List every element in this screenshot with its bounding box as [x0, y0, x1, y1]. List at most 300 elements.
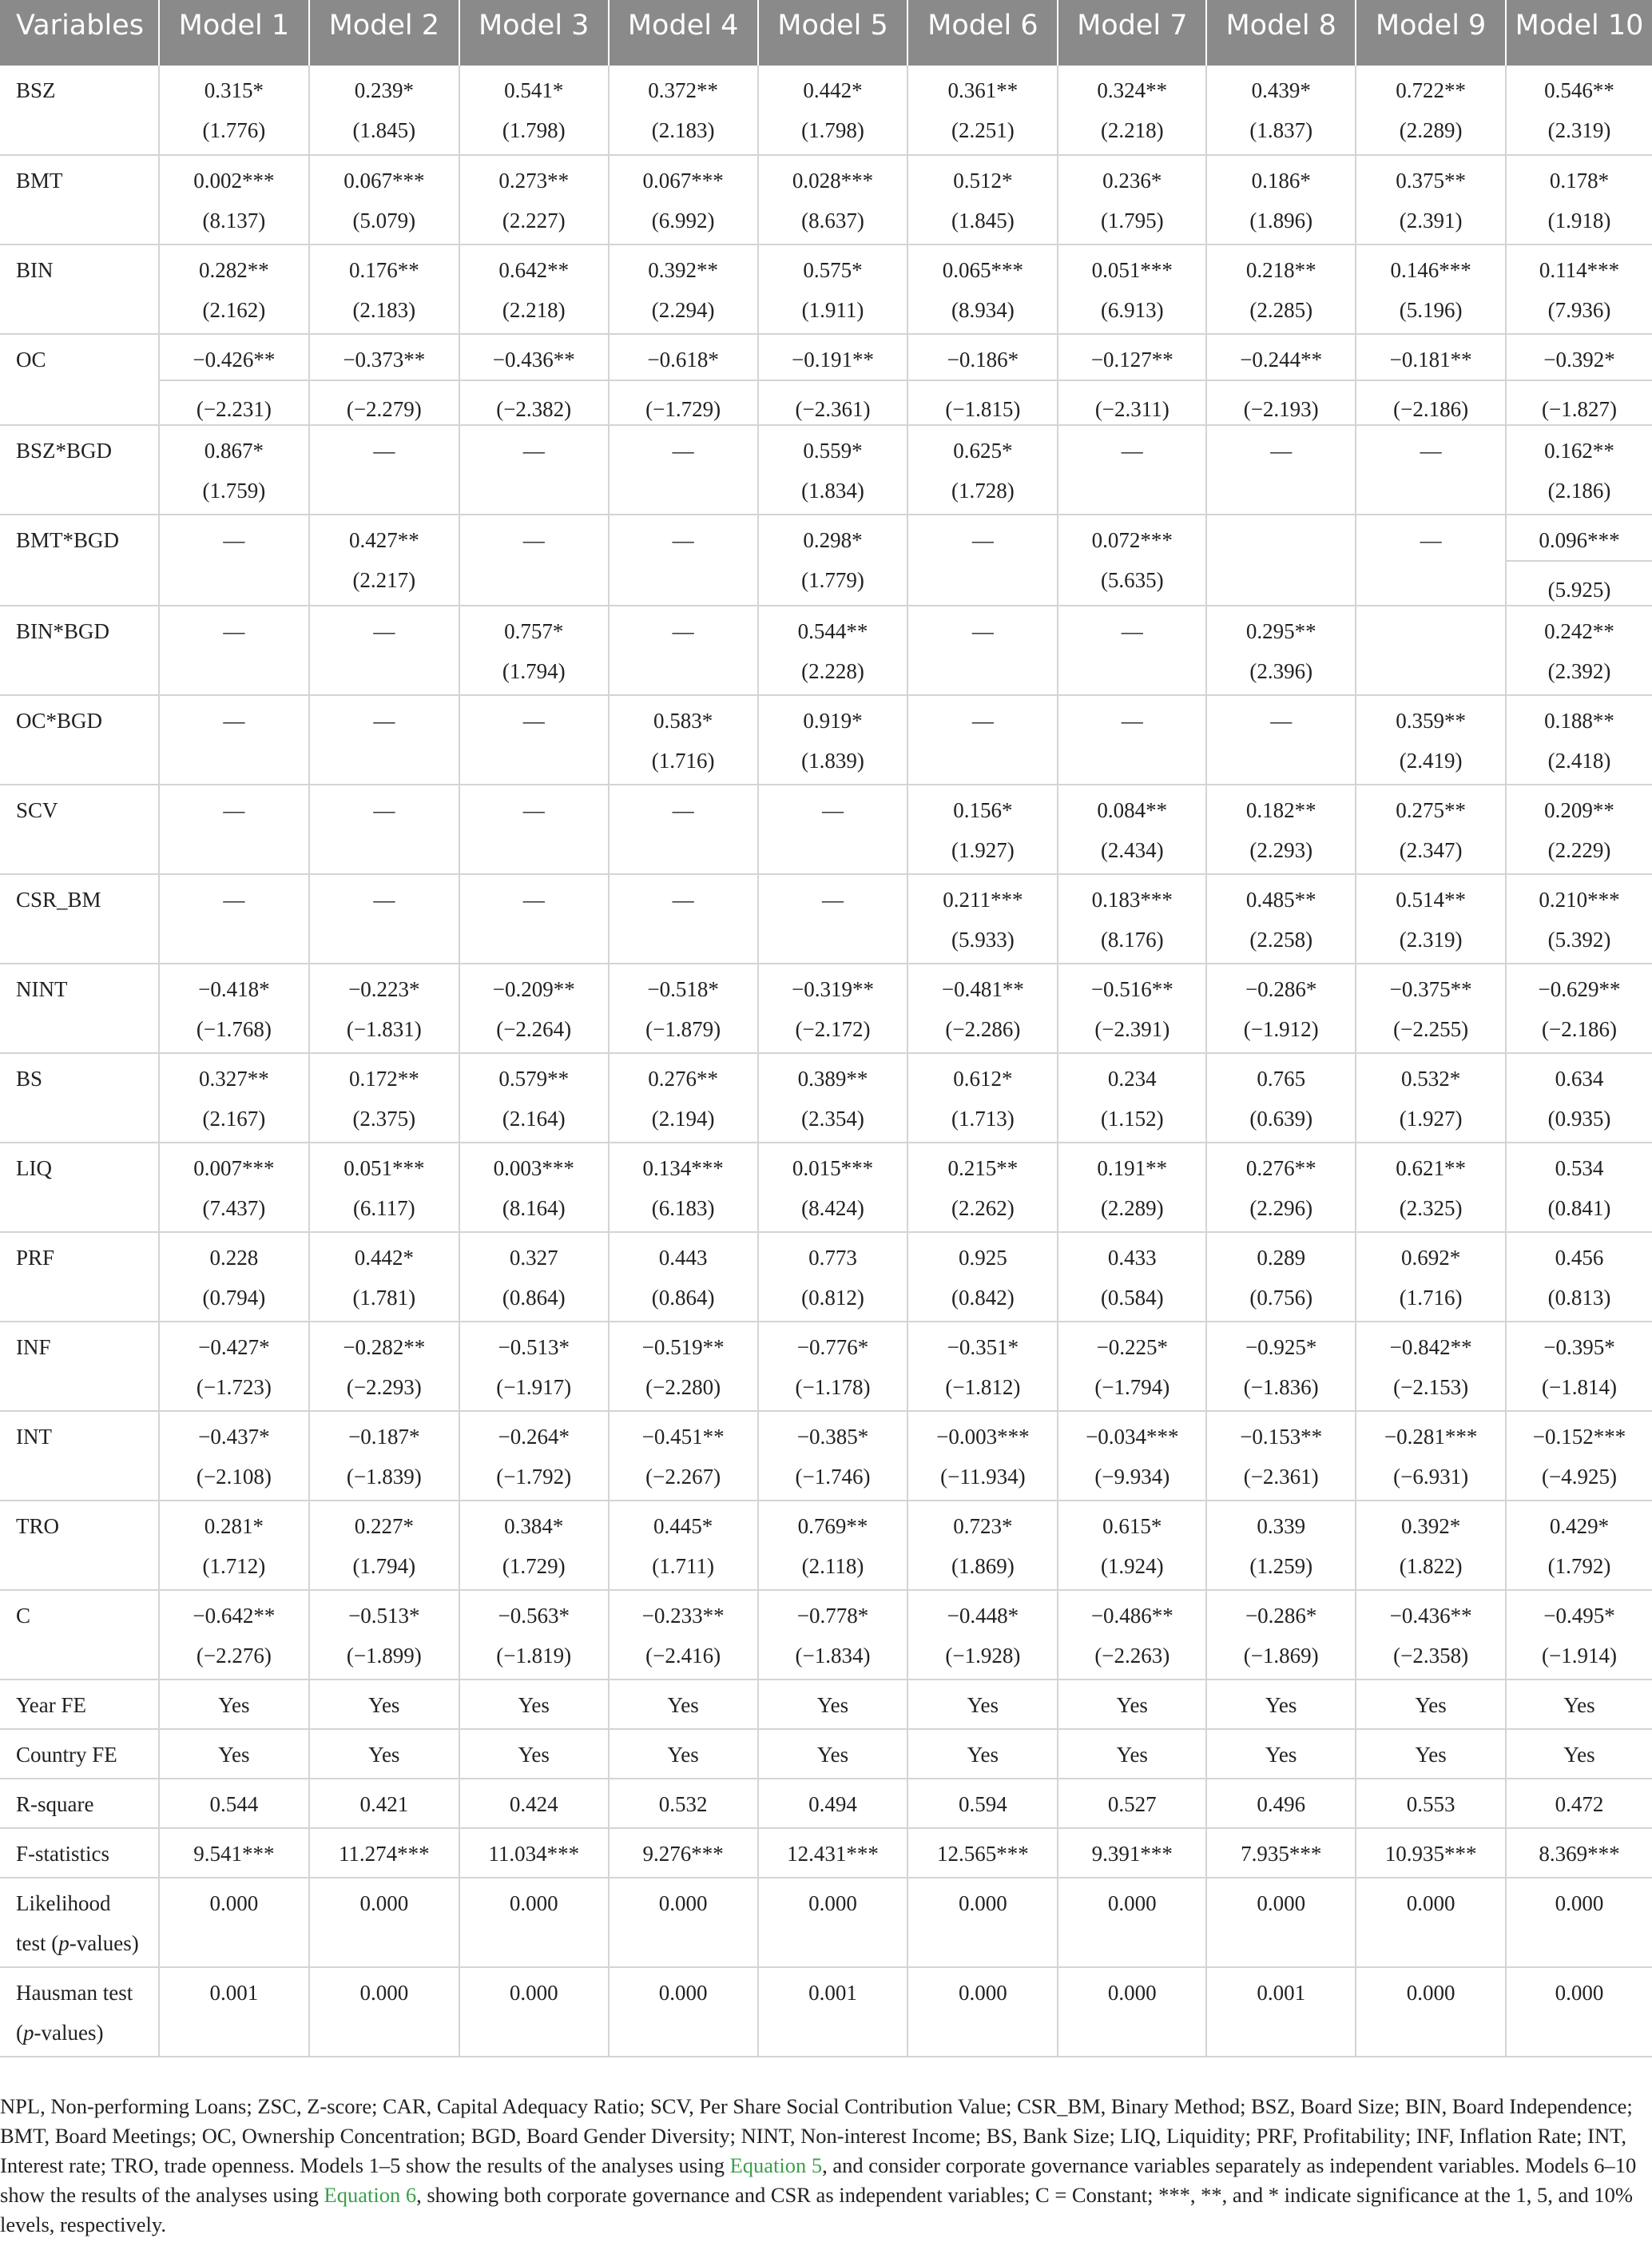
coef-cell [1506, 1053, 1652, 1143]
coefficient: 0.559* [803, 439, 863, 463]
coefficient: −0.281*** [1384, 1425, 1478, 1449]
coefficient: — [522, 439, 545, 463]
coefficient: — [1420, 439, 1442, 463]
table-row [0, 1590, 1652, 1680]
t-statistic: (0.584) [1100, 1286, 1164, 1310]
stat-cell [309, 1729, 459, 1779]
coefficient: 0.723* [953, 1514, 1013, 1538]
t-statistic: (−2.172) [795, 1017, 871, 1041]
t-statistic: (−1.917) [496, 1375, 572, 1399]
test-cell [1058, 1967, 1206, 2057]
t-statistic: (−1.912) [1243, 1017, 1319, 1041]
coefficient: 0.583* [653, 709, 713, 733]
coefficient: −0.264* [498, 1425, 570, 1449]
t-statistic: (0.864) [502, 1286, 566, 1310]
t-statistic: (1.845) [951, 209, 1015, 233]
t-statistic: (1.716) [651, 749, 715, 773]
variable-name [0, 1411, 159, 1501]
coefficient: 0.002*** [193, 169, 275, 193]
coef-cell [159, 1322, 309, 1411]
stat-value: 9.541*** [193, 1842, 275, 1866]
coefficient: 0.339 [1257, 1514, 1306, 1538]
variable-label: BIN [16, 258, 54, 282]
coef-cell [758, 606, 908, 695]
coef-cell [609, 964, 758, 1053]
coef-cell [159, 606, 309, 695]
stat-value: Yes [816, 1743, 849, 1767]
t-statistic: (1.712) [202, 1554, 266, 1578]
t-statistic: (0.639) [1249, 1107, 1313, 1131]
coefficient: −0.518* [647, 977, 719, 1001]
t-statistic: (2.418) [1547, 749, 1611, 773]
t-statistic: (1.834) [801, 479, 864, 503]
variable-name [0, 425, 159, 515]
stat-value: 0.553 [1406, 1792, 1455, 1816]
variable-name [0, 1828, 159, 1878]
coef-cell [1356, 1411, 1506, 1501]
t-statistic: (5.196) [1399, 298, 1463, 322]
coefficient: 0.514** [1396, 888, 1466, 912]
coefficient: — [1420, 528, 1442, 552]
stat-value: Yes [518, 1693, 550, 1717]
coef-cell [1506, 1143, 1652, 1232]
table-row [0, 785, 1652, 874]
test-cell [907, 1967, 1058, 2057]
coef-cell [758, 155, 908, 244]
table-row [0, 1878, 1652, 1967]
t-statistic: (−1.928) [945, 1644, 1021, 1668]
t-statistic: (1.869) [951, 1554, 1015, 1578]
t-statistic: (2.229) [1547, 838, 1611, 862]
t-statistic: (1.822) [1399, 1554, 1463, 1578]
stat-cell [309, 1680, 459, 1729]
t-statistic: (1.794) [502, 659, 566, 683]
coef-cell [907, 606, 1058, 695]
coefficient: 0.867* [204, 439, 264, 463]
coef-cell [758, 1590, 908, 1680]
coefficient: 0.084** [1097, 798, 1168, 822]
stat-cell [159, 1779, 309, 1828]
t-statistic: (1.845) [352, 118, 416, 142]
t-statistic: (2.258) [1249, 928, 1313, 952]
t-statistic: (−1.819) [496, 1644, 572, 1668]
stat-value: 0.594 [959, 1792, 1007, 1816]
t-statistic: (−2.186) [1356, 380, 1505, 424]
variable-label: BS [16, 1067, 43, 1091]
test-cell [159, 1967, 309, 2057]
coefficient: — [971, 619, 994, 643]
coef-cell [1058, 1501, 1206, 1590]
coefficient: 0.156* [953, 798, 1013, 822]
t-statistic: (−1.899) [346, 1644, 422, 1668]
t-statistic: (−1.794) [1094, 1375, 1170, 1399]
t-statistic: (8.164) [502, 1196, 566, 1220]
coef-cell [1206, 874, 1356, 964]
coefficient: 0.456 [1555, 1246, 1604, 1270]
header-model-5: Model 5 [758, 0, 908, 66]
variable-label: F-statistics [16, 1842, 110, 1866]
stat-cell [459, 1680, 609, 1729]
t-statistic: (−1.729) [610, 380, 757, 424]
t-statistic: (2.391) [1399, 209, 1463, 233]
t-statistic [1356, 619, 1505, 635]
variable-name [0, 334, 159, 425]
stat-value: 0.532 [658, 1792, 708, 1816]
coef-cell [459, 244, 609, 334]
t-statistic: (2.217) [352, 568, 416, 592]
stat-value: 0.496 [1257, 1792, 1306, 1816]
t-statistic: (6.913) [1100, 298, 1164, 322]
coefficient: 0.433 [1107, 1246, 1157, 1270]
t-statistic: (2.319) [1399, 928, 1463, 952]
table-row [0, 1779, 1652, 1828]
t-statistic [908, 552, 1057, 568]
coefficient: 0.276** [1245, 1156, 1316, 1180]
coefficient: 0.919* [803, 709, 863, 733]
coef-cell [159, 874, 309, 964]
coefficient: −0.513* [498, 1335, 570, 1359]
coefficient: — [223, 709, 245, 733]
t-statistic: (−4.925) [1542, 1465, 1617, 1489]
coefficient: 0.544** [797, 619, 868, 643]
test-cell [1356, 1878, 1506, 1967]
coefficient: 0.773 [808, 1246, 857, 1270]
stat-value: Yes [967, 1693, 999, 1717]
stat-cell [1506, 1828, 1652, 1878]
t-statistic: (−1.879) [645, 1017, 721, 1041]
coefficient: 0.289 [1257, 1246, 1306, 1270]
t-statistic: (1.927) [951, 838, 1015, 862]
t-statistic: (8.137) [202, 209, 266, 233]
coefficient: −0.152*** [1532, 1425, 1626, 1449]
coef-cell [459, 1411, 609, 1501]
t-statistic [759, 822, 907, 838]
test-cell [1206, 1967, 1356, 2057]
t-statistic: (0.935) [1547, 1107, 1611, 1131]
coef-cell [309, 1143, 459, 1232]
coef-cell [1356, 1053, 1506, 1143]
coef-cell [609, 334, 758, 425]
coef-cell [1506, 1590, 1652, 1680]
coef-cell [758, 964, 908, 1053]
coef-cell [1506, 1501, 1652, 1590]
coef-cell [1356, 425, 1506, 515]
t-statistic: (−1.836) [1243, 1375, 1319, 1399]
coefficient: 0.134*** [642, 1156, 724, 1180]
variable-label: INT [16, 1425, 52, 1449]
coef-cell [309, 874, 459, 964]
variable-name [0, 1322, 159, 1411]
coefficient: 0.769** [797, 1514, 868, 1538]
test-value: 0.000 [359, 1891, 409, 1915]
coef-cell [907, 1501, 1058, 1590]
coefficient: −0.034*** [1086, 1425, 1179, 1449]
coefficient: 0.445* [653, 1514, 713, 1538]
t-statistic: (−2.416) [645, 1644, 721, 1668]
stat-value: 7.935*** [1241, 1842, 1322, 1866]
coefficient: 0.188** [1544, 709, 1614, 733]
coef-cell [1356, 1143, 1506, 1232]
coef-cell [1206, 155, 1356, 244]
stat-value: 11.274*** [338, 1842, 430, 1866]
coef-cell [309, 155, 459, 244]
t-statistic [610, 643, 757, 659]
coef-cell [309, 425, 459, 515]
coef-cell [1356, 515, 1506, 606]
coefficient: 0.234 [1107, 1067, 1157, 1091]
variable-label: R-square [16, 1792, 94, 1816]
t-statistic [460, 733, 608, 749]
coefficient: 0.186* [1251, 169, 1311, 193]
variable-label: SCV [16, 798, 58, 822]
table-row [0, 1680, 1652, 1729]
t-statistic: (−2.186) [1542, 1017, 1617, 1041]
coef-cell [907, 66, 1058, 155]
coefficient: −0.223* [348, 977, 420, 1001]
coef-cell [907, 1411, 1058, 1501]
footnote-text: , showing both corporate governance and CSR as independent variables; C = Constant; ***, **, and * indicate significance at the 1, 5, and 10% levels, respectively. [0, 2183, 1633, 2236]
coef-cell [159, 695, 309, 785]
coef-cell [1356, 244, 1506, 334]
variable-name [0, 1053, 159, 1143]
coef-cell [907, 425, 1058, 515]
variable-label: Likelihood [16, 1891, 111, 1915]
coefficient: 0.765 [1257, 1067, 1306, 1091]
variable-name [0, 1729, 159, 1779]
coefficient: −0.375** [1389, 977, 1472, 1001]
label-italic-p: p [23, 2021, 34, 2045]
coef-cell [1206, 1232, 1356, 1322]
coef-cell [907, 1322, 1058, 1411]
coefficient: −0.448* [947, 1604, 1019, 1628]
coefficient: 0.051*** [344, 1156, 425, 1180]
coef-cell [309, 606, 459, 695]
coef-cell [1058, 1143, 1206, 1232]
stat-cell [758, 1779, 908, 1828]
t-statistic: (2.434) [1100, 838, 1164, 862]
variable-label: PRF [16, 1246, 55, 1270]
t-statistic: (−1.746) [795, 1465, 871, 1489]
t-statistic [310, 733, 459, 749]
coefficient: 0.210*** [1539, 888, 1620, 912]
coefficient: −0.351* [947, 1335, 1019, 1359]
t-statistic [1058, 733, 1205, 749]
stat-cell [309, 1779, 459, 1828]
stat-cell [1058, 1729, 1206, 1779]
coefficient: 0.442* [354, 1246, 414, 1270]
table-row [0, 244, 1652, 334]
table-footnote [0, 2092, 1639, 2240]
coefficient: −0.286* [1245, 1604, 1317, 1628]
header-model-6: Model 6 [907, 0, 1058, 66]
coefficient: 0.384* [504, 1514, 564, 1538]
stat-cell [1506, 1680, 1652, 1729]
variable-label-line2 [16, 2005, 158, 2045]
t-statistic: (7.936) [1547, 298, 1611, 322]
coefficient: 0.239* [354, 78, 414, 102]
coefficient: — [223, 528, 245, 552]
coef-cell [1506, 964, 1652, 1053]
coefficient: 0.242** [1544, 619, 1614, 643]
coef-cell [1206, 66, 1356, 155]
t-statistic: (6.117) [352, 1196, 415, 1220]
coef-cell [907, 1232, 1058, 1322]
stat-value: Yes [368, 1693, 400, 1717]
stat-cell [459, 1729, 609, 1779]
coef-cell [459, 964, 609, 1053]
test-value: 0.000 [1555, 1891, 1604, 1915]
variable-label: BIN*BGD [16, 619, 110, 643]
coef-cell [758, 244, 908, 334]
coef-cell [309, 1411, 459, 1501]
coefficient: −0.451** [641, 1425, 725, 1449]
coefficient: 0.183*** [1091, 888, 1173, 912]
t-statistic: (−1.178) [795, 1375, 871, 1399]
table-row [0, 334, 1652, 425]
footnote-text: NPL, Non-performing Loans; ZSC, Z-score; CAR, Capital Adequacy Ratio; SCV, Per Share Social Contribution Value; CSR_BM, Binary Method; BSZ, Board Size; BIN, Board Independence; BMT, Board Meetings; OC, Ownership Concentration; BGD, Board Gender Diversity; NINT, Non-interest Income; BS, Bank Size; LIQ, Liquidity; PRF, Profitability; INF, Inflation Rate; INT, Interest rate; TRO, trade openness. Models 1–5 show the results of the analyses using [0, 2094, 1633, 2177]
test-cell [609, 1967, 758, 2057]
t-statistic: (−1.814) [1542, 1375, 1617, 1399]
test-value: 0.000 [959, 1981, 1007, 2005]
t-statistic: (8.176) [1100, 928, 1164, 952]
table-row [0, 874, 1652, 964]
coefficient: 0.146*** [1390, 258, 1471, 282]
stat-value: Yes [368, 1743, 400, 1767]
t-statistic: (8.934) [951, 298, 1015, 322]
stat-value: 8.369*** [1539, 1842, 1620, 1866]
coefficient: 0.211*** [943, 888, 1023, 912]
coefficient: −0.385* [796, 1425, 869, 1449]
t-statistic: (2.392) [1547, 659, 1611, 683]
stat-cell [159, 1729, 309, 1779]
t-statistic: (−11.934) [940, 1465, 1026, 1489]
coefficient: 0.228 [209, 1246, 259, 1270]
t-statistic: (2.218) [1100, 118, 1164, 142]
variable-name [0, 606, 159, 695]
coef-cell [159, 155, 309, 244]
coef-cell [609, 1053, 758, 1143]
t-statistic: (−2.391) [1094, 1017, 1170, 1041]
coefficient: 0.925 [959, 1246, 1007, 1270]
coefficient: 0.361** [947, 78, 1019, 102]
test-cell [459, 1967, 609, 2057]
t-statistic: (−1.834) [795, 1644, 871, 1668]
test-cell [309, 1967, 459, 2057]
table-row [0, 155, 1652, 244]
t-statistic: (8.424) [801, 1196, 864, 1220]
coefficient: −0.153** [1240, 1425, 1323, 1449]
variable-name [0, 964, 159, 1053]
coefficient: — [672, 798, 694, 822]
stat-value: Yes [1563, 1693, 1595, 1717]
stat-cell [459, 1828, 609, 1878]
t-statistic: (0.864) [651, 1286, 715, 1310]
variable-name [0, 1590, 159, 1680]
coefficient: — [1121, 619, 1143, 643]
t-statistic: (1.776) [202, 118, 266, 142]
equation-5-link[interactable]: Equation 5 [729, 2153, 823, 2177]
coef-cell [309, 964, 459, 1053]
coef-cell [609, 1501, 758, 1590]
coef-cell [907, 1143, 1058, 1232]
coef-cell [907, 1053, 1058, 1143]
stat-value: Yes [1415, 1693, 1447, 1717]
header-variables: Variables [0, 0, 159, 66]
coefficient: 0.315* [204, 78, 264, 102]
t-statistic: (−2.361) [1243, 1465, 1319, 1489]
table-row [0, 1967, 1652, 2057]
table-row [0, 1828, 1652, 1878]
coef-cell [309, 695, 459, 785]
coefficient: 0.275** [1396, 798, 1466, 822]
coef-cell [609, 1143, 758, 1232]
coefficient: −0.233** [641, 1604, 725, 1628]
coefficient: −0.225* [1096, 1335, 1169, 1359]
stat-cell [1506, 1729, 1652, 1779]
coef-cell [309, 1053, 459, 1143]
coefficient: −0.629** [1538, 977, 1621, 1001]
stat-value: 0.544 [209, 1792, 259, 1816]
coefficient: 0.072*** [1091, 528, 1173, 552]
t-statistic: (2.183) [352, 298, 416, 322]
coef-cell [1356, 874, 1506, 964]
coef-cell [758, 1053, 908, 1143]
equation-6-link[interactable]: Equation 6 [324, 2183, 417, 2207]
coefficient: 0.546** [1544, 78, 1614, 102]
variable-name [0, 66, 159, 155]
coefficient: −0.244** [1240, 348, 1323, 372]
coef-cell [609, 155, 758, 244]
test-cell [1058, 1878, 1206, 1967]
stat-value: 10.935*** [1384, 1842, 1477, 1866]
coefficient: 0.162** [1544, 439, 1614, 463]
coef-cell [1506, 785, 1652, 874]
stat-cell [1058, 1779, 1206, 1828]
t-statistic [1207, 733, 1355, 749]
coef-cell [159, 425, 309, 515]
t-statistic: (0.812) [801, 1286, 864, 1310]
coefficient: 0.427** [348, 528, 419, 552]
t-statistic: (2.262) [951, 1196, 1015, 1220]
stat-value: 9.391*** [1091, 1842, 1173, 1866]
t-statistic: (1.792) [1547, 1554, 1611, 1578]
coef-cell [1356, 1501, 1506, 1590]
t-statistic: (−1.869) [1243, 1644, 1319, 1668]
coefficient: — [971, 528, 994, 552]
t-statistic [1356, 463, 1505, 479]
t-statistic: (−2.264) [496, 1017, 572, 1041]
t-statistic [460, 463, 608, 479]
coefficient: 0.215** [947, 1156, 1019, 1180]
header-model-8: Model 8 [1206, 0, 1356, 66]
coef-cell [1206, 606, 1356, 695]
label-italic-p: p [58, 1931, 69, 1955]
t-statistic: (−2.358) [1393, 1644, 1469, 1668]
coefficient: −0.516** [1090, 977, 1173, 1001]
t-statistic: (−2.267) [645, 1465, 721, 1489]
coefficient: — [522, 528, 545, 552]
coefficient: −0.186* [947, 348, 1019, 372]
coef-cell [1506, 155, 1652, 244]
coef-cell [609, 1232, 758, 1322]
variable-name [0, 1779, 159, 1828]
test-cell [459, 1878, 609, 1967]
t-statistic: (−2.231) [160, 380, 308, 424]
test-cell [758, 1878, 908, 1967]
coefficient: 0.172** [348, 1067, 419, 1091]
variable-label: OC [16, 348, 46, 372]
header-model-7: Model 7 [1058, 0, 1206, 66]
